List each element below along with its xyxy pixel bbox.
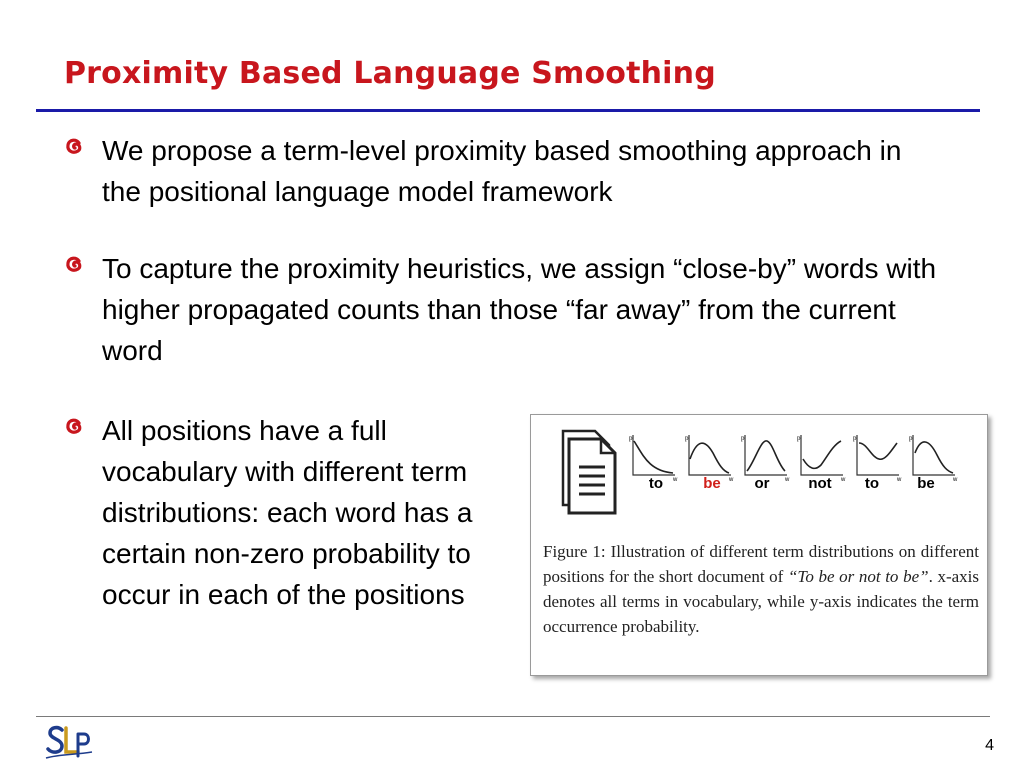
slide-title: Proximity Based Language Smoothing: [64, 56, 716, 91]
svg-text:w: w: [953, 477, 958, 483]
svg-text:p: p: [909, 434, 913, 442]
svg-text:p: p: [797, 434, 801, 442]
bullet-text: We propose a term-level proximity based smoothing approach in the positional language model framework: [102, 135, 902, 207]
caption-text: . x-axis denotes all terms in vocabulary, while y-axis indicates the term occurrence probability.: [543, 567, 980, 636]
caption-text: Figure 1: Illustration of different term distributions on different positions for the short document of: [543, 542, 979, 586]
swirl-bullet-icon: [62, 252, 88, 278]
svg-text:w: w: [841, 477, 846, 483]
distribution-plot: [853, 433, 903, 483]
position-word-highlighted: be: [703, 475, 721, 492]
svg-text:p: p: [741, 434, 745, 442]
swirl-bullet-icon: [62, 414, 88, 440]
distribution-plot: [741, 433, 791, 483]
svg-text:p: p: [685, 434, 689, 442]
distribution-plot: [797, 433, 847, 483]
bullet-item-1: [62, 130, 942, 212]
distribution-plot: [685, 433, 735, 483]
distribution-plot: [629, 433, 679, 483]
position-word: to: [864, 475, 880, 492]
position-word: to: [648, 475, 664, 492]
position-word: be: [917, 475, 935, 492]
bullet-item-2: [62, 248, 962, 371]
document-icon: [557, 429, 619, 515]
title-divider: [36, 109, 980, 112]
bullet-text: To capture the proximity heuristics, we assign “close-by” words with higher propagated counts than those “far away” from the current word: [102, 253, 937, 366]
footer-divider: [36, 716, 990, 717]
svg-text:p: p: [629, 434, 633, 442]
page-number: 4: [985, 737, 994, 754]
swirl-bullet-icon: [62, 134, 88, 160]
bullet-text: All positions have a full vocabulary with different term distributions: each word has a certain non-zero probability to occur in each of the positions: [102, 415, 473, 610]
svg-text:w: w: [897, 477, 902, 483]
caption-quote: “To be or not to be”: [787, 567, 929, 586]
svg-text:w: w: [729, 477, 734, 483]
svg-text:p: p: [853, 434, 857, 442]
figure-panel: [530, 414, 988, 676]
svg-text:w: w: [785, 477, 790, 483]
distribution-plot: [909, 433, 959, 483]
bullet-item-3: [62, 410, 512, 615]
svg-text:w: w: [673, 477, 678, 483]
position-word: or: [754, 475, 770, 492]
slp-logo-icon: [44, 722, 94, 762]
position-word: not: [808, 475, 832, 492]
figure-caption: [543, 539, 979, 639]
